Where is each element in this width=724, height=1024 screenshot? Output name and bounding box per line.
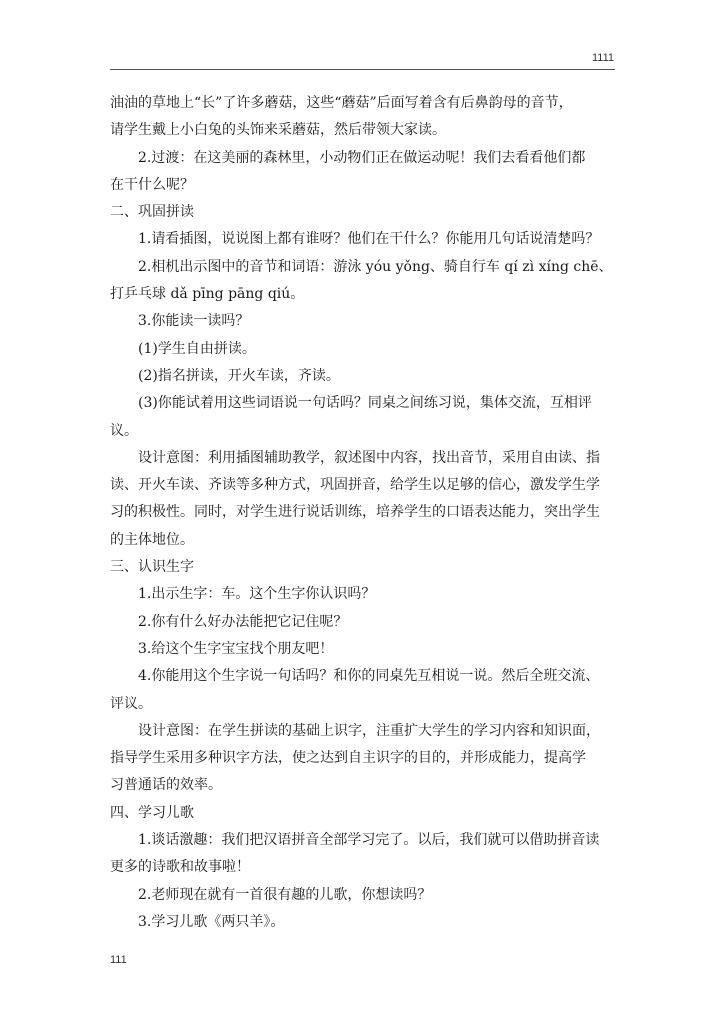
text-line: 2.老师现在就有一首很有趣的儿歌，你想读吗？ <box>138 886 432 903</box>
text-line: 的主体地位。 <box>110 531 194 548</box>
text-line: 1.请看插图，说说图上都有谁呀？他们在干什么？你能用几句话说清楚吗？ <box>138 231 600 248</box>
text-line: 3.给这个生字宝宝找个朋友吧！ <box>138 640 334 657</box>
text-line: 打乒乓球 dǎ pīng pāng qiú。 <box>110 286 305 303</box>
header-rule <box>110 69 615 70</box>
text-line: (3)你能试着用这些词语说一句话吗？同桌之间练习说，集体交流，互相评 <box>138 395 592 412</box>
text-line: 1.出示生字：车。这个生字你认识吗？ <box>138 586 376 603</box>
text-line: 在干什么呢？ <box>110 176 194 193</box>
text-line: 指导学生采用多种识字方法，使之达到自主识字的目的，并形成能力，提高学 <box>110 750 586 767</box>
text-line: 更多的诗歌和故事啦！ <box>110 859 250 876</box>
text-line: 读、开火车读、齐读等多种方式，巩固拼音，给学生以足够的信心，激发学生学 <box>110 477 600 494</box>
text-line: (2)指名拼读，开火车读，齐读。 <box>138 367 340 384</box>
text-line: 2.你有什么好办法能把它记住呢？ <box>138 613 348 630</box>
text-line: 3.你能读一读吗？ <box>138 313 250 330</box>
text-line: 二、巩固拼读 <box>110 204 194 221</box>
text-line: 习的积极性。同时，对学生进行说话训练，培养学生的口语表达能力，突出学生 <box>110 504 600 521</box>
text-line: 1.谈话激趣：我们把汉语拼音全部学习完了。以后，我们就可以借助拼音读 <box>138 832 600 849</box>
text-line: 评议。 <box>110 695 152 712</box>
text-line: 三、认识生字 <box>110 559 194 576</box>
footer-page-number: 111 <box>110 954 127 966</box>
text-line: 2.过渡：在这美丽的森林里，小动物们正在做运动呢！我们去看看他们都 <box>138 149 586 166</box>
text-line: 设计意图：在学生拼读的基础上识字，注重扩大学生的学习内容和知识面， <box>138 722 600 739</box>
text-line: (1)学生自由拼读。 <box>138 340 256 357</box>
text-line: 设计意图：利用插图辅助教学，叙述图中内容，找出音节，采用自由读、指 <box>138 449 600 466</box>
document-body <box>110 90 622 936</box>
text-line: 请学生戴上小白兔的头饰来采蘑菇，然后带领大家读。 <box>110 122 446 139</box>
text-line: 油油的草地上“长”了许多蘑菇，这些“蘑菇”后面写着含有后鼻韵母的音节， <box>110 95 573 111</box>
text-line: 习普通话的效率。 <box>110 777 222 794</box>
text-line: 2.相机出示图中的音节和词语：游泳 yóu yǒng、骑自行车 qí zì xíng chē、 <box>138 258 613 275</box>
text-line: 4.你能用这个生字说一句话吗？和你的同桌先互相说一说。然后全班交流、 <box>138 668 600 685</box>
text-line: 四、学习儿歌 <box>110 804 194 821</box>
header-page-number: 1111 <box>591 52 614 64</box>
text-line: 3.学习儿歌《两只羊》。 <box>138 913 285 930</box>
text-line: 议。 <box>110 422 138 439</box>
